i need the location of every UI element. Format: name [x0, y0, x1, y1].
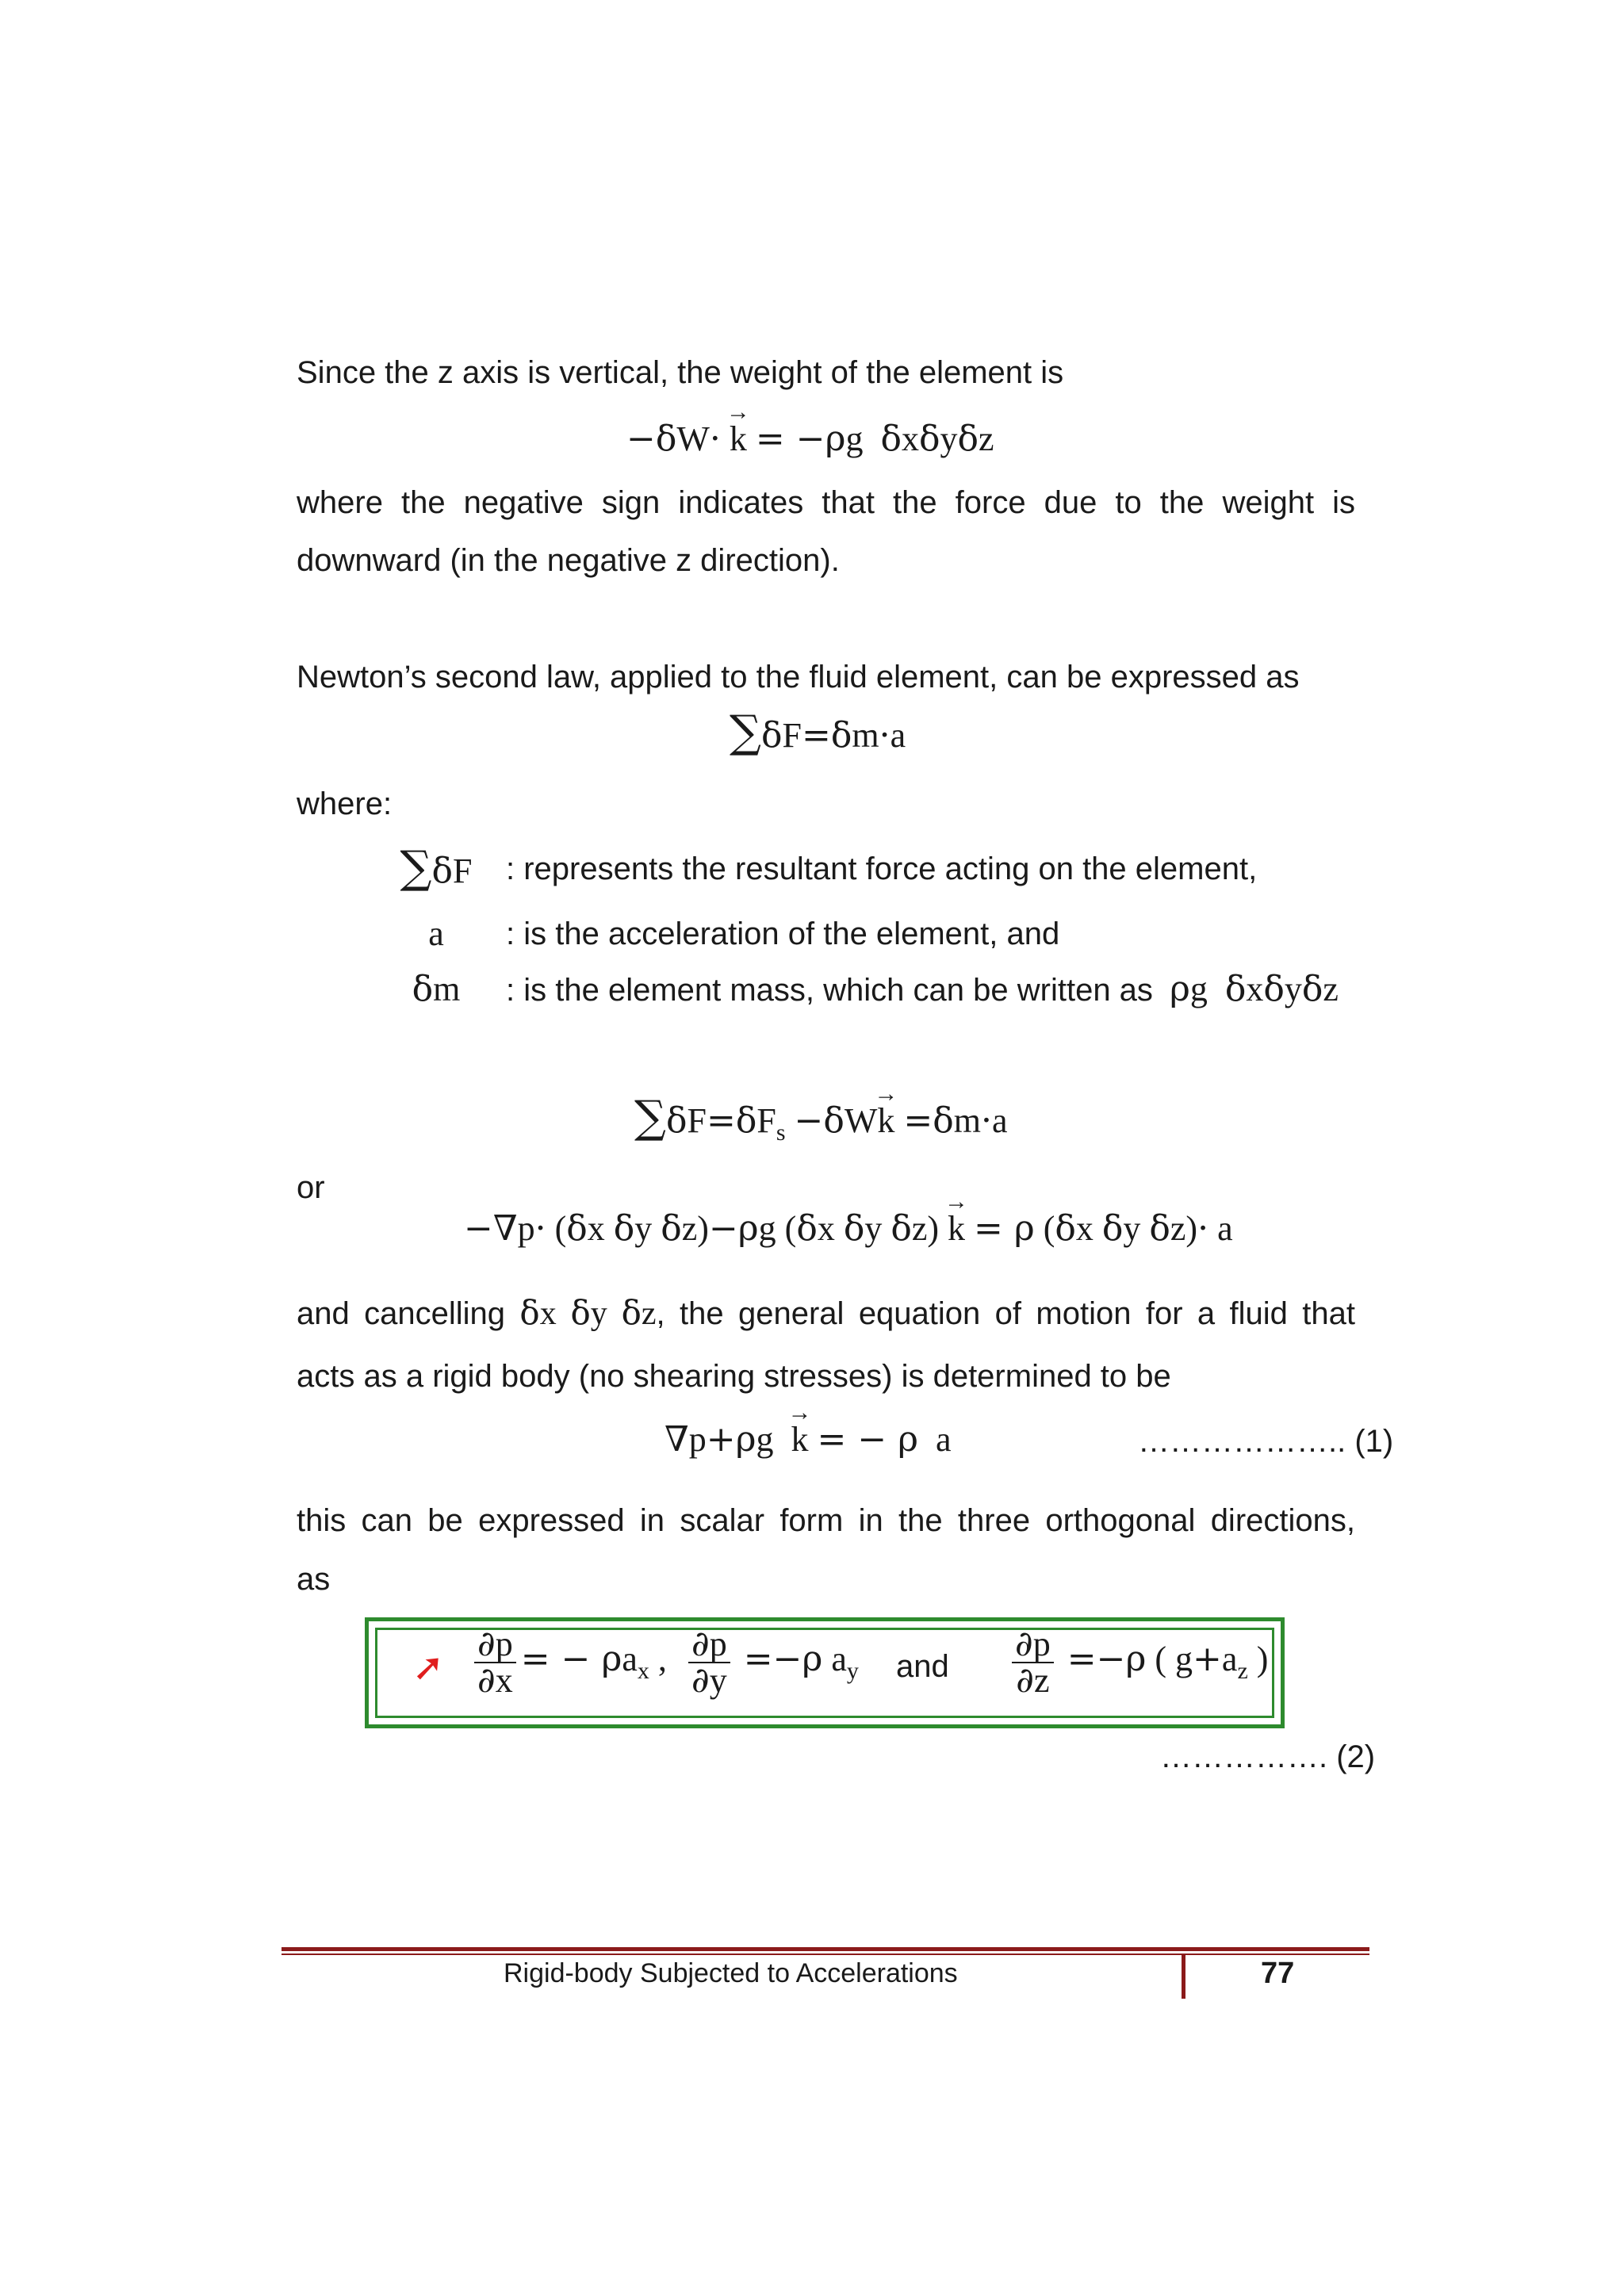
equation-2-y: $\frac{\partial p}{\partial y}$ =−ρ $a_y$: [684, 1627, 859, 1698]
def-mass-expression: ρg δxδyδz: [1170, 969, 1339, 1009]
and-word: and: [896, 1649, 949, 1684]
where-label: where:: [297, 786, 393, 821]
or-label: or: [297, 1170, 325, 1205]
def-symbol-sum-force: ∑δF: [400, 842, 473, 894]
fraction-dp-dx: $\frac{\partial p}{\partial x}$: [474, 1627, 516, 1698]
cancelling-expression: δx δy δz: [519, 1293, 657, 1332]
def-text-acceleration: : is the acceleration of the element, and: [506, 916, 1060, 951]
equation-sum-forces: $\sum\delta F=\delta F_s -\delta W\to k =\delta m\cdot a$: [634, 1097, 1008, 1154]
paragraph-cancelling-a: [297, 1292, 1355, 1334]
equation-1: ∇p+ρg → k = − ρ a: [665, 1419, 952, 1460]
fraction-dp-dy: $\frac{\partial p}{\partial y}$: [688, 1627, 730, 1698]
equation-weight: −δW· → k = −ρg δxδyδz: [626, 419, 994, 460]
red-arrow-icon: ➚: [412, 1647, 445, 1689]
paragraph-newton: Newton’s second law, applied to the fluid element, can be expressed as: [297, 660, 1300, 695]
paragraph-scalar-a: this can be expressed in scalar form in the three orthogonal directions,: [297, 1503, 1355, 1538]
footer-page-number: 77: [1261, 1957, 1295, 1990]
equation-2-x: $\frac{\partial p}{\partial x}$ = − $\rho a_x$ ,: [469, 1627, 667, 1698]
equation-expanded: −∇p· (δx δy δz)−ρg (δx δy δz) → k = ρ (δx δy δz)· a: [464, 1208, 1233, 1249]
equation-number-1: ……………….. (1): [1138, 1424, 1394, 1459]
paragraph-cancelling-b: acts as a rigid body (no shearing stresses) is determined to be: [297, 1359, 1171, 1394]
paragraph-negative-sign-b: downward (in the negative z direction).: [297, 543, 840, 578]
footer-chapter-title: Rigid-body Subjected to Accelerations: [504, 1958, 958, 1988]
def-symbol-acceleration: a: [428, 914, 444, 953]
equation-2-z: $\frac{\partial p}{\partial z}$ =−ρ ( $g+a_z$ ): [1007, 1627, 1268, 1698]
def-text-sum-force: : represents the resultant force acting on the element,: [506, 851, 1258, 886]
def-symbol-mass: δm: [412, 969, 461, 1009]
fraction-dp-dz: $\frac{\partial p}{\partial z}$: [1012, 1627, 1054, 1698]
cancelling-pre: and cancelling: [297, 1296, 506, 1331]
footer-rule-thin: [282, 1954, 1369, 1955]
def-text-mass-label: : is the element mass, which can be written as: [506, 973, 1153, 1008]
paragraph-weight: Since the z axis is vertical, the weight of the element is: [297, 355, 1064, 390]
cancelling-post: , the general equation of motion for a fluid that: [656, 1296, 1356, 1331]
paragraph-scalar-b: as: [297, 1562, 331, 1597]
equation-newton: ∑δF=δm·a: [730, 706, 906, 758]
paragraph-negative-sign-a: where the negative sign indicates that the force due to the weight is: [297, 485, 1355, 520]
footer-divider: [1182, 1955, 1185, 1999]
def-text-mass: [506, 969, 1339, 1010]
equation-number-2: ……………. (2): [1160, 1739, 1376, 1774]
footer-rule-thick: [282, 1947, 1369, 1951]
